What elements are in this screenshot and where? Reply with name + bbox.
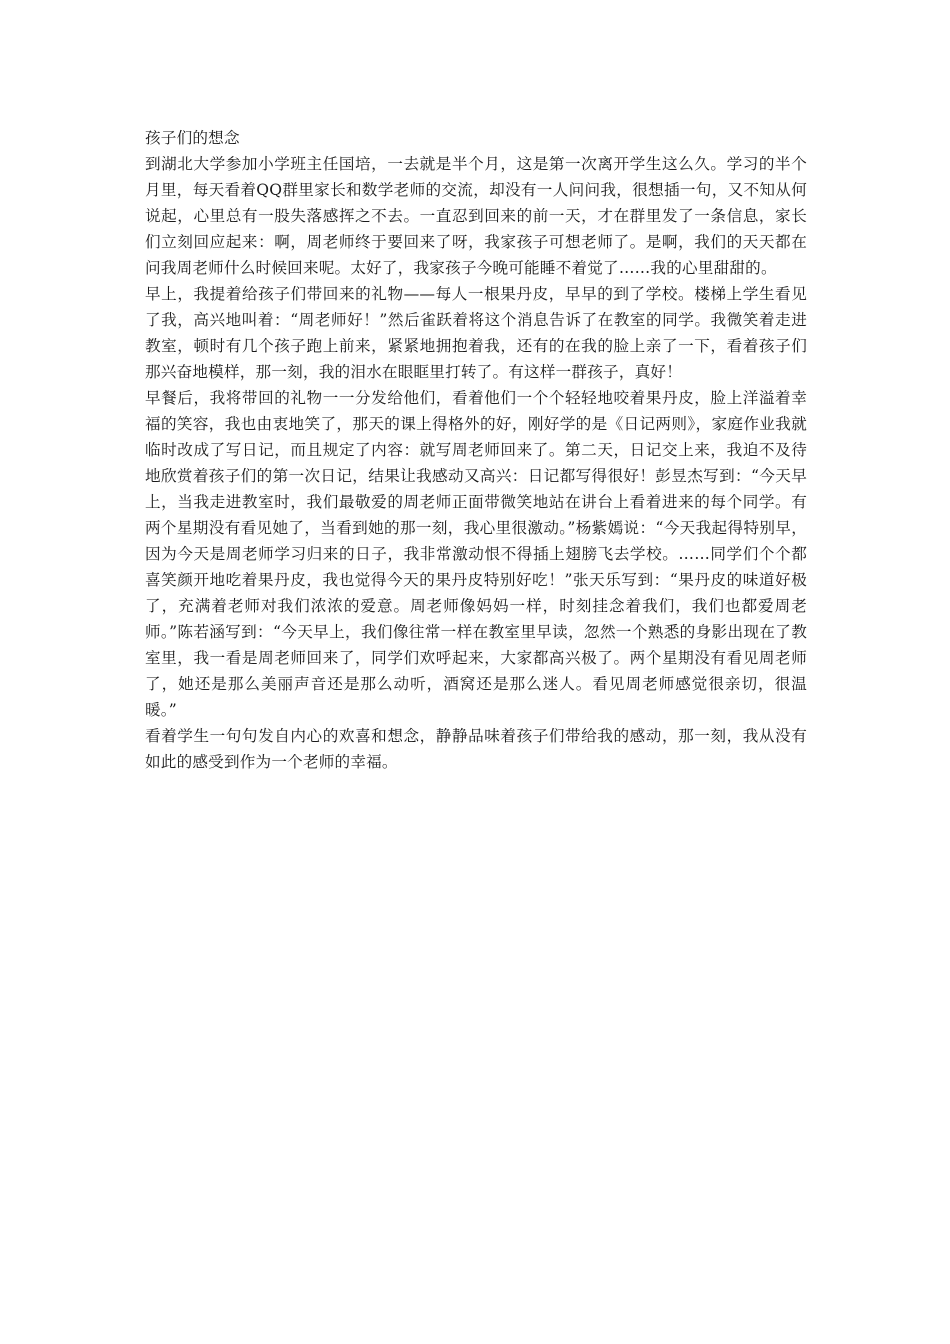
paragraph-2: 早上，我提着给孩子们带回来的礼物——每人一根果丹皮，早早的到了学校。楼梯上学生看见了我，高兴地叫着：“周老师好！”然后雀跃着将这个消息告诉了在教室的同学。我微笑着走进教室，顿时有几个孩子跑上前来，紧紧地拥抱着我，还有的在我的脸上亲了一下，看着孩子们那兴奋地模样，那一刻，我的泪水在眼眶里打转了。有这样一群孩子，真好！ [145,285,807,381]
paragraph-3: 早餐后，我将带回的礼物一一分发给他们，看着他们一个个轻轻地咬着果丹皮，脸上洋溢着幸福的笑容，我也由衷地笑了，那天的课上得格外的好，刚好学的是《日记两则》，家庭作业我就临时改成了写日记，而且规定了内容：就写周老师回来了。第二天，日记交上来，我迫不及待地欣赏着孩子们的第一次日记，结果让我感动又高兴：日记都写得很好！彭昱杰写到：“今天早上，当我走进教室时，我们最敬爱的周老师正面带微笑地站在讲台上看着进来的每个同学。有两个星期没有看见她了，当看到她的那一刻，我心里很激动。”杨紫嫣说：“今天我起得特别早，因为今天是周老师学习归来的日子，我非常激动恨不得插上翅膀飞去学校。……同学们个个都喜笑颜开地吃着果丹皮，我也觉得今天的果丹皮特别好吃！”张天乐写到：“果丹皮的味道好极了，充满着老师对我们浓浓的爱意。周老师像妈妈一样，时刻挂念着我们，我们也都爱周老师。”陈若涵写到：“今天早上，我们像往常一样在教室里早读，忽然一个熟悉的身影出现在了教室里，我一看是周老师回来了，同学们欢呼起来，大家都高兴极了。两个星期没有看见周老师了，她还是那么美丽声音还是那么动听，酒窝还是那么迷人。看见周老师感觉很亲切，很温暖。” [145,389,807,719]
document-body [145,125,807,775]
document-title: 孩子们的想念 [145,129,240,147]
paragraph-1: 到湖北大学参加小学班主任国培，一去就是半个月，这是第一次离开学生这么久。学习的半个月里，每天看着QQ群里家长和数学老师的交流，却没有一人问问我，很想插一句，又不知从何说起，心里总有一股失落感挥之不去。一直忍到回来的前一天，才在群里发了一条信息，家长们立刻回应起来：啊，周老师终于要回来了呀，我家孩子可想老师了。是啊，我们的天天都在问我周老师什么时候回来呢。太好了，我家孩子今晚可能睡不着觉了……我的心里甜甜的。 [145,155,807,277]
paragraph-4: 看着学生一句句发自内心的欢喜和想念，静静品味着孩子们带给我的感动，那一刻，我从没有如此的感受到作为一个老师的幸福。 [145,727,807,771]
